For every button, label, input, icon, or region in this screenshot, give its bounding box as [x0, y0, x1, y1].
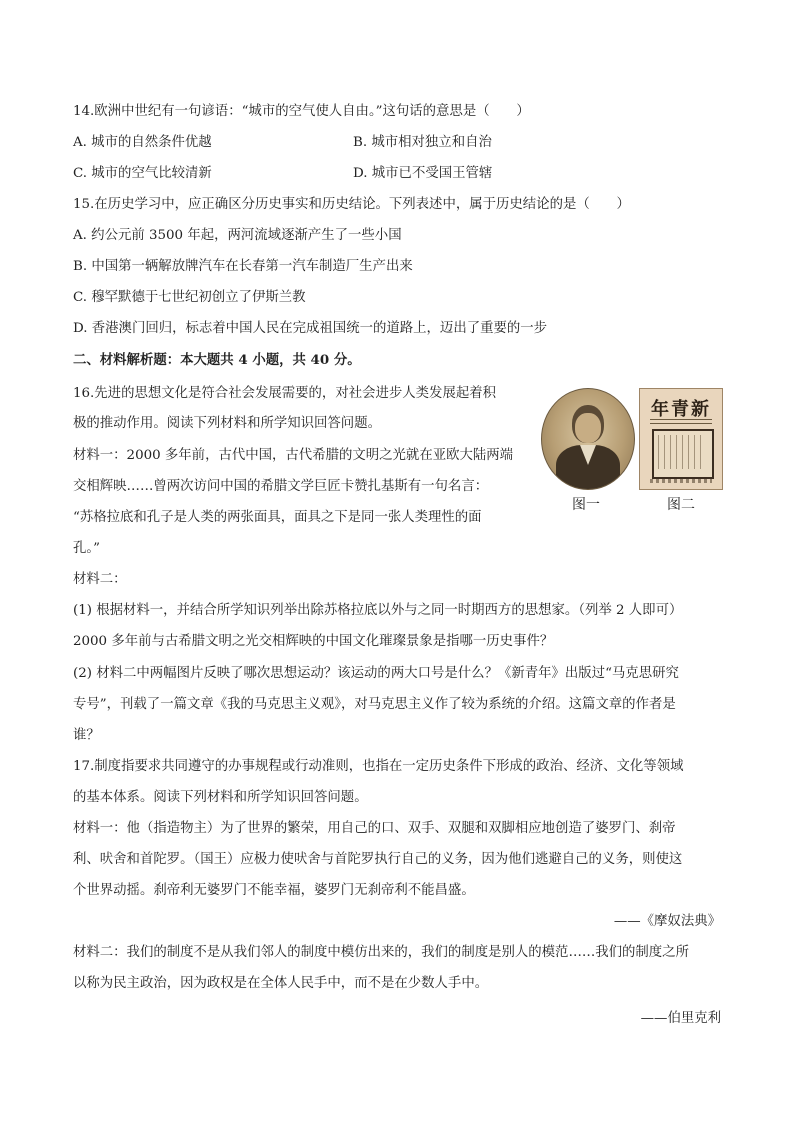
q16-figures [537, 386, 723, 516]
q16-material2: 材料二： [73, 572, 127, 587]
q17-intro-2: 的基本体系。阅读下列材料和所学知识回答问题。 [73, 790, 368, 805]
q16-question1-2: 2000 多年前与古希腊文明之光交相辉映的中国文化璀璨景象是指哪一历史事件？ [73, 634, 554, 649]
q15-option-a: A. 约公元前 3500 年起，两河流域逐渐产生了一些小国 [73, 228, 402, 243]
q15-option-c: C. 穆罕默德于七世纪初创立了伊斯兰教 [73, 290, 306, 305]
q17-material1-source: ——《摩奴法典》 [613, 914, 721, 929]
q17-intro-1: 17.制度指要求共同遵守的办事规程或行动准则，也指在一定历史条件下形成的政治、经济、文化等领域 [73, 759, 684, 774]
figure1-portrait [541, 388, 635, 490]
figure2-new-youth-cover [639, 388, 723, 490]
q16-question1-1: (1) 根据材料一，并结合所学知识列举出除苏格拉底以外与之同一时期西方的思想家。（列举 2 人即可） [73, 603, 683, 618]
q14-option-a: A. 城市的自然条件优越 [73, 135, 212, 150]
q15-stem: 15.在历史学习中，应正确区分历史事实和历史结论。下列表述中，属于历史结论的是（ ） [73, 197, 630, 212]
q14-option-c: C. 城市的空气比较清新 [73, 166, 212, 181]
q17-material1-2: 利、吠舍和首陀罗。（国王）应极力使吠舍与首陀罗执行自己的义务，因为他们逃避自己的义务，则使这 [73, 852, 683, 867]
q17-material2-1: 材料二：我们的制度不是从我们邻人的制度中模仿出来的，我们的制度是别人的模范……我们的制度之所 [73, 945, 689, 960]
q15-option-b: B. 中国第一辆解放牌汽车在长春第一汽车制造厂生产出来 [73, 259, 413, 274]
q17-material1-3: 个世界动摇。刹帝利无婆罗门不能幸福，婆罗门无刹帝利不能昌盛。 [73, 883, 475, 898]
q17-material1-1: 材料一：他（指造物主）为了世界的繁荣，用自己的口、双手、双腿和双脚相应地创造了婆罗门、刹帝 [73, 821, 676, 836]
q16-question2-1: (2) 材料二中两幅图片反映了哪次思想运动？该运动的两大口号是什么？《新青年》出版过“马克思研究 [73, 666, 679, 681]
q17-material2-2: 以称为民主政治，因为政权是在全体人民手中，而不是在少数人手中。 [73, 976, 489, 991]
q14-stem: 14.欧洲中世纪有一句谚语：“城市的空气使人自由。”这句话的意思是（ ） [73, 104, 530, 119]
q16-material1-4: 孔。” [73, 541, 100, 556]
q16-question2-3: 谁？ [73, 728, 100, 743]
q16-intro-2: 极的推动作用。阅读下列材料和所学知识回答问题。 [73, 416, 381, 431]
q15-option-d: D. 香港澳门回归，标志着中国人民在完成祖国统一的道路上，迈出了重要的一步 [73, 321, 548, 336]
figure1-caption: 图一 [572, 497, 600, 513]
cover-title: 年青新 [651, 399, 711, 420]
q16-material1-3: “苏格拉底和孔子是人类的两张面具，面具之下是同一张人类理性的面 [73, 510, 482, 525]
section2-heading: 二、材料解析题：本大题共 4 小题，共 40 分。 [73, 352, 361, 368]
figure2-caption: 图二 [667, 497, 695, 513]
q16-question2-2: 专号”，刊载了一篇文章《我的马克思主义观》，对马克思主义作了较为系统的介绍。这篇文章的作者是 [73, 697, 676, 712]
q14-option-b: B. 城市相对独立和自治 [353, 135, 492, 150]
q16-material1-1: 材料一：2000 多年前，古代中国，古代希腊的文明之光就在亚欧大陆两端 [73, 448, 514, 463]
q16-material1-2: 交相辉映……曾两次访问中国的希腊文学巨匠卡赞扎基斯有一句名言： [73, 479, 489, 494]
q14-option-d: D. 城市已不受国王管辖 [353, 166, 493, 181]
q16-intro-1: 16.先进的思想文化是符合社会发展需要的，对社会进步人类发展起着积 [73, 386, 497, 401]
q17-material2-source: ——伯里克利 [640, 1011, 721, 1026]
